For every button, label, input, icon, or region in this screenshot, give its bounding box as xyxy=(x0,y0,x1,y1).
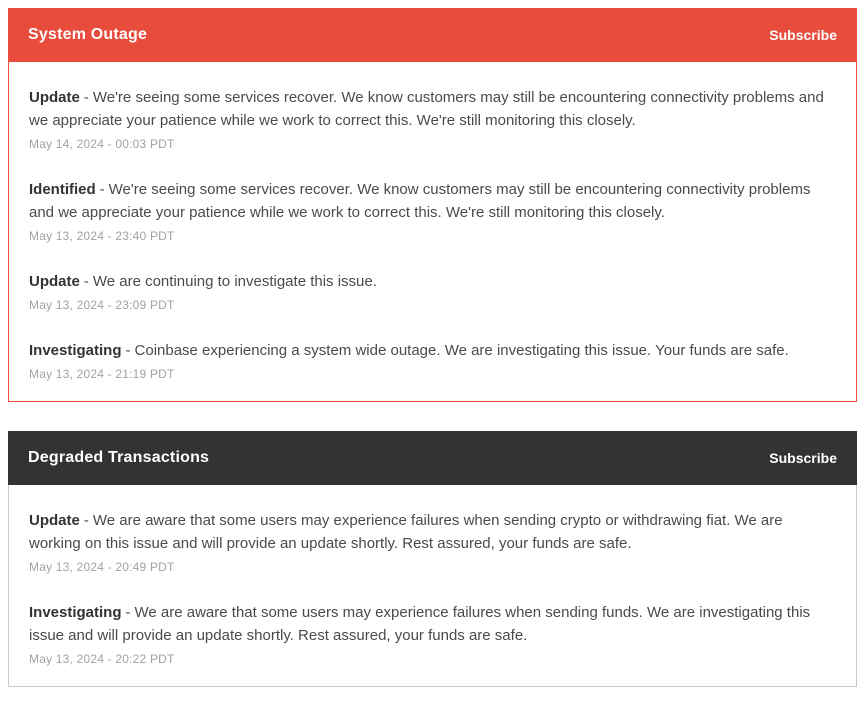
update-separator: - xyxy=(125,342,131,359)
update-separator: - xyxy=(83,512,89,529)
update-message xyxy=(29,339,836,362)
update-message xyxy=(29,270,836,293)
subscribe-button[interactable]: Subscribe xyxy=(769,27,837,43)
update-timestamp: May 13, 2024 - 23:09 PDT xyxy=(29,298,175,312)
update-item xyxy=(29,339,836,382)
update-status: Update xyxy=(29,273,80,290)
update-text: We are aware that some users may experience failures when sending crypto or withdrawing fiat. We are working on this issue and will provide an update shortly. Rest assured, your funds are safe. xyxy=(29,512,783,552)
incident-updates xyxy=(8,485,857,687)
update-timestamp: May 13, 2024 - 20:49 PDT xyxy=(29,560,175,574)
update-message xyxy=(29,509,836,555)
update-item xyxy=(29,601,836,667)
incident-title[interactable]: System Outage xyxy=(28,26,148,43)
update-item xyxy=(29,509,836,575)
update-separator: - xyxy=(83,89,89,106)
update-item xyxy=(29,270,836,313)
update-text: We are aware that some users may experience failures when sending funds. We are investigating this issue and will provide an update shortly. Rest assured, your funds are safe. xyxy=(29,604,811,644)
update-message xyxy=(29,601,836,647)
update-timestamp: May 13, 2024 - 23:40 PDT xyxy=(29,229,175,243)
update-message xyxy=(29,86,836,132)
update-separator: - xyxy=(83,273,89,290)
incident-card-system-outage xyxy=(8,8,857,402)
subscribe-button[interactable]: Subscribe xyxy=(769,450,837,466)
update-status: Update xyxy=(29,512,80,529)
update-status: Update xyxy=(29,89,80,106)
update-separator: - xyxy=(125,604,131,621)
update-timestamp: May 14, 2024 - 00:03 PDT xyxy=(29,137,175,151)
update-text: We are continuing to investigate this issue. xyxy=(92,273,377,290)
update-status: Identified xyxy=(29,181,96,198)
update-item xyxy=(29,86,836,152)
update-message xyxy=(29,178,836,224)
update-status: Investigating xyxy=(29,342,122,359)
update-text: Coinbase experiencing a system wide outage. We are investigating this issue. Your funds are safe. xyxy=(134,342,789,359)
update-text: We're seeing some services recover. We know customers may still be encountering connectivity problems and we appreciate your patience while we work to correct this. We're still monitoring this closely. xyxy=(29,89,824,129)
update-status: Investigating xyxy=(29,604,122,621)
incident-card-degraded-transactions xyxy=(8,431,857,687)
update-item xyxy=(29,178,836,244)
update-text: We're seeing some services recover. We know customers may still be encountering connectivity problems and we appreciate your patience while we work to correct this. We're still monitoring this closely. xyxy=(29,181,811,221)
incident-header xyxy=(8,8,857,62)
incident-updates xyxy=(8,62,857,402)
update-separator: - xyxy=(99,181,105,198)
incident-title[interactable]: Degraded Transactions xyxy=(28,449,210,466)
incident-header xyxy=(8,431,857,485)
update-timestamp: May 13, 2024 - 20:22 PDT xyxy=(29,652,175,666)
update-timestamp: May 13, 2024 - 21:19 PDT xyxy=(29,367,175,381)
